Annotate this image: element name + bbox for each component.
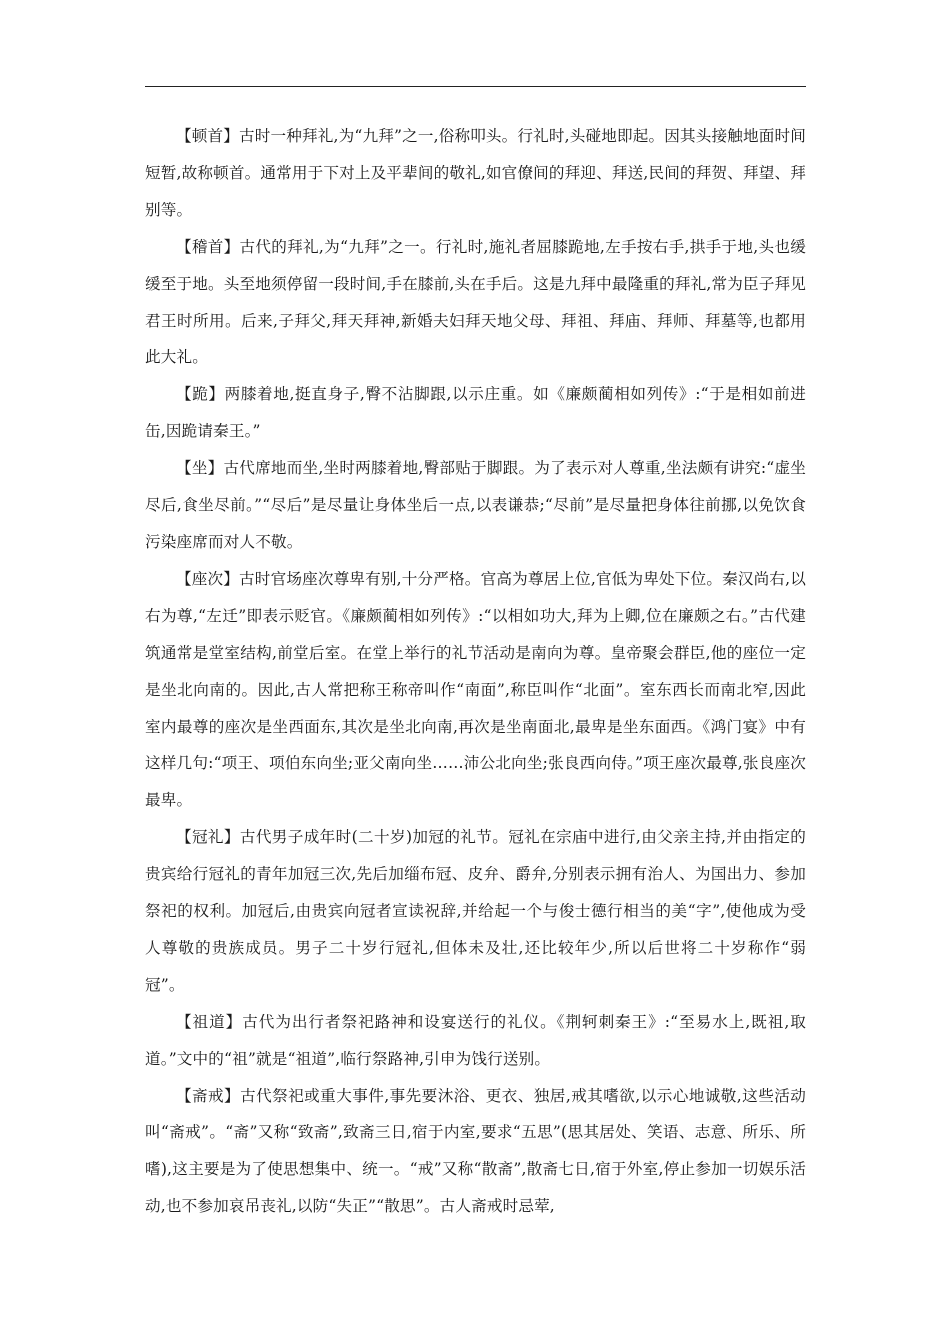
entry-gui xyxy=(145,376,806,450)
entry-text: 古代席地而坐,坐时两膝着地,臀部贴于脚跟。为了表示对人尊重,坐法颇有讲究:“虚坐尽后,食坐尽前。”“尽后”是尽量让身体坐后一点,以表谦恭;“尽前”是尽量把身体往前挪,以免饮食污染座席而对人不敬。 xyxy=(145,459,806,551)
entry-zuo xyxy=(145,450,806,561)
entry-term: 【祖道】 xyxy=(176,1012,243,1031)
entry-text: 两膝着地,挺直身子,臀不沾脚跟,以示庄重。如《廉颇蔺相如列传》:“于是相如前进缶,因跪请秦王。” xyxy=(145,385,807,441)
entry-term: 【稽首】 xyxy=(176,237,240,256)
entry-qishou xyxy=(145,229,806,377)
entry-term: 【斋戒】 xyxy=(176,1086,241,1105)
entry-term: 【顿首】 xyxy=(176,127,239,145)
document-body xyxy=(145,118,806,1225)
entry-zuoci xyxy=(145,561,806,819)
entry-term: 【冠礼】 xyxy=(176,828,240,847)
entry-text: 古时一种拜礼,为“九拜”之一,俗称叩头。行礼时,头碰地即起。因其头接触地面时间短暂,故称顿首。通常用于下对上及平辈间的敬礼,如官僚间的拜迎、拜送,民间的拜贺、拜望、拜别等。 xyxy=(145,127,806,219)
entry-zhaijie xyxy=(145,1078,806,1226)
entry-term: 【跪】 xyxy=(176,385,225,404)
entry-text: 古代为出行者祭祀路神和设宴送行的礼仪。《荆轲刺秦王》:“至易水上,既祖,取道。”文中的“祖”就是“祖道”,临行祭路神,引申为饯行送别。 xyxy=(145,1012,806,1068)
entry-text: 古代男子成年时(二十岁)加冠的礼节。冠礼在宗庙中进行,由父亲主持,并由指定的贵宾给行冠礼的青年加冠三次,先后加缁布冠、皮弁、爵弁,分别表示拥有治人、为国出力、参加祭祀的权利。加冠后,由贵宾向冠者宣读祝辞,并给起一个与俊士德行相当的美“字”,使他成为受人尊敬的贵族成员。男子二十岁行冠礼,但体未及壮,还比较年少,所以后世将二十岁称作“弱冠”。 xyxy=(145,828,806,994)
entry-text: 古代祭祀或重大事件,事先要沐浴、更衣、独居,戒其嗜欲,以示心地诚敬,这些活动叫“斋戒”。“斋”又称“致斋”,致斋三日,宿于内室,要求“五思”(思其居处、笑语、志意、所乐、所嗜),这主要是为了使思想集中、统一。“戒”又称“散斋”,散斋七日,宿于外室,停止参加一切娱乐活动,也不参加哀吊丧礼,以防“失正”“散思”。古人斋戒时忌荤, xyxy=(145,1086,806,1216)
entry-dunshou xyxy=(145,118,806,229)
header-rule xyxy=(145,86,806,87)
entry-text: 古时官场座次尊卑有别,十分严格。官高为尊居上位,官低为卑处下位。秦汉尚右,以右为尊,“左迁”即表示贬官。《廉颇蔺相如列传》:“以相如功大,拜为上卿,位在廉颇之右。”古代建筑通常是堂室结构,前堂后室。在堂上举行的礼节活动是南向为尊。皇帝聚会群臣,他的座位一定是坐北向南的。因此,古人常把称王称帝叫作“南面”,称臣叫作“北面”。室东西长而南北窄,因此室内最尊的座次是坐西面东,其次是坐北向南,再次是坐南面北,最卑是坐东面西。《鸿门宴》中有这样几句:“项王、项伯东向坐;亚父南向坐……沛公北向坐;张良西向侍。”项王座次最尊,张良座次最卑。 xyxy=(145,569,806,810)
entry-zudao xyxy=(145,1004,806,1078)
entry-guanli xyxy=(145,819,806,1004)
entry-text: 古代的拜礼,为“九拜”之一。行礼时,施礼者屈膝跪地,左手按右手,拱手于地,头也缓缓至于地。头至地须停留一段时间,手在膝前,头在手后。这是九拜中最隆重的拜礼,常为臣子拜见君王时所用。后来,子拜父,拜天拜神,新婚夫妇拜天地父母、拜祖、拜庙、拜师、拜墓等,也都用此大礼。 xyxy=(145,237,806,367)
entry-term: 【坐】 xyxy=(176,459,224,478)
entry-term: 【座次】 xyxy=(176,569,240,588)
